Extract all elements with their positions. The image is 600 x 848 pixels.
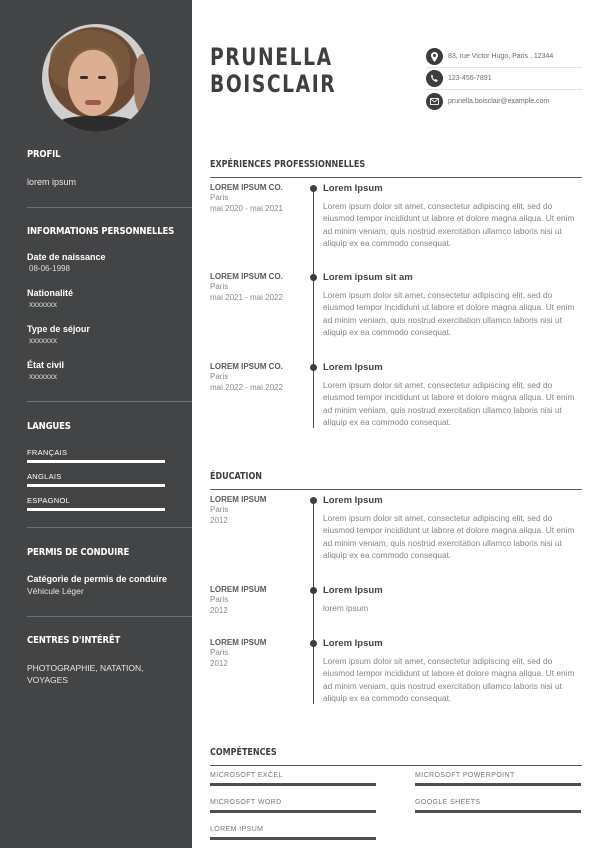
timeline-dot (310, 364, 317, 371)
profile-section (27, 149, 177, 187)
interests-section (27, 635, 177, 685)
languages-title: LANGUES (27, 421, 71, 432)
skill-level-bar (210, 837, 376, 840)
personal-info-section (27, 226, 177, 396)
language-level-bar (27, 484, 165, 487)
license-value: Véhicule Léger (27, 586, 84, 596)
license-label: Catégorie de permis de conduire (27, 574, 168, 584)
contact-email: prunella.boisclair@example.com (426, 90, 582, 112)
info-birthdate: Date de naissance 08-06-1998 (27, 252, 106, 273)
language-level-bar (27, 508, 165, 511)
languages-section (27, 421, 177, 520)
language-item: ESPAGNOL (27, 496, 177, 511)
last-name: BOISCLAIR (210, 70, 337, 98)
divider (27, 207, 192, 208)
timeline-dot (310, 587, 317, 594)
contact-block (426, 46, 582, 112)
divider (27, 401, 192, 402)
language-item: FRANÇAIS (27, 448, 177, 463)
phone-icon (426, 70, 443, 87)
info-stay-type: Type de séjour xxxxxxx (27, 324, 90, 345)
education-heading: ÉDUCATION (210, 466, 582, 490)
experience-heading: EXPÉRIENCES PROFESSIONNELLES (210, 154, 582, 178)
interests-title: CENTRES D'INTÉRÊT (27, 635, 121, 646)
timeline-dot (310, 185, 317, 192)
timeline-dot (310, 640, 317, 647)
skill-item: MICROSOFT EXCEL (210, 772, 376, 786)
education-timeline (313, 500, 314, 704)
contact-address: 83, rue Victor Hugo, Paris , 12344 (426, 46, 582, 68)
info-nationality: Nationalité xxxxxxx (27, 288, 74, 309)
divider (27, 527, 192, 528)
language-item: ANGLAIS (27, 472, 177, 487)
profile-title: PROFIL (27, 149, 61, 160)
language-level-bar (27, 460, 165, 463)
license-title: PERMIS DE CONDUIRE (27, 547, 130, 558)
timeline-dot (310, 274, 317, 281)
profile-text: lorem ipsum (27, 177, 77, 187)
skill-item: MICROSOFT WORD (210, 799, 376, 813)
personal-info-title: INFORMATIONS PERSONNELLES (27, 226, 175, 237)
profile-photo (42, 24, 150, 132)
experience-timeline (313, 188, 314, 428)
info-civil-status: État civil xxxxxxx (27, 360, 65, 381)
license-section (27, 547, 177, 596)
contact-phone: 123-456-7891 (426, 68, 582, 90)
skill-level-bar (210, 810, 376, 813)
skills-heading: COMPÉTENCES (210, 742, 582, 766)
skill-item: GOOGLE SHEETS (415, 799, 581, 813)
sidebar (0, 0, 192, 848)
email-icon (426, 93, 443, 110)
divider (27, 616, 192, 617)
skill-level-bar (415, 810, 581, 813)
candidate-name (210, 44, 336, 98)
timeline-dot (310, 497, 317, 504)
interests-line-2: VOYAGES (27, 675, 68, 685)
skill-item: MICROSOFT POWERPOINT (415, 772, 581, 786)
first-name: PRUNELLA (210, 43, 333, 71)
skill-item: LOREM IPSUM (210, 826, 376, 840)
skill-level-bar (415, 783, 581, 786)
location-pin-icon (426, 48, 443, 65)
skill-level-bar (210, 783, 376, 786)
interests-line-1: PHOTOGRAPHIE, NATATION, (27, 663, 144, 673)
